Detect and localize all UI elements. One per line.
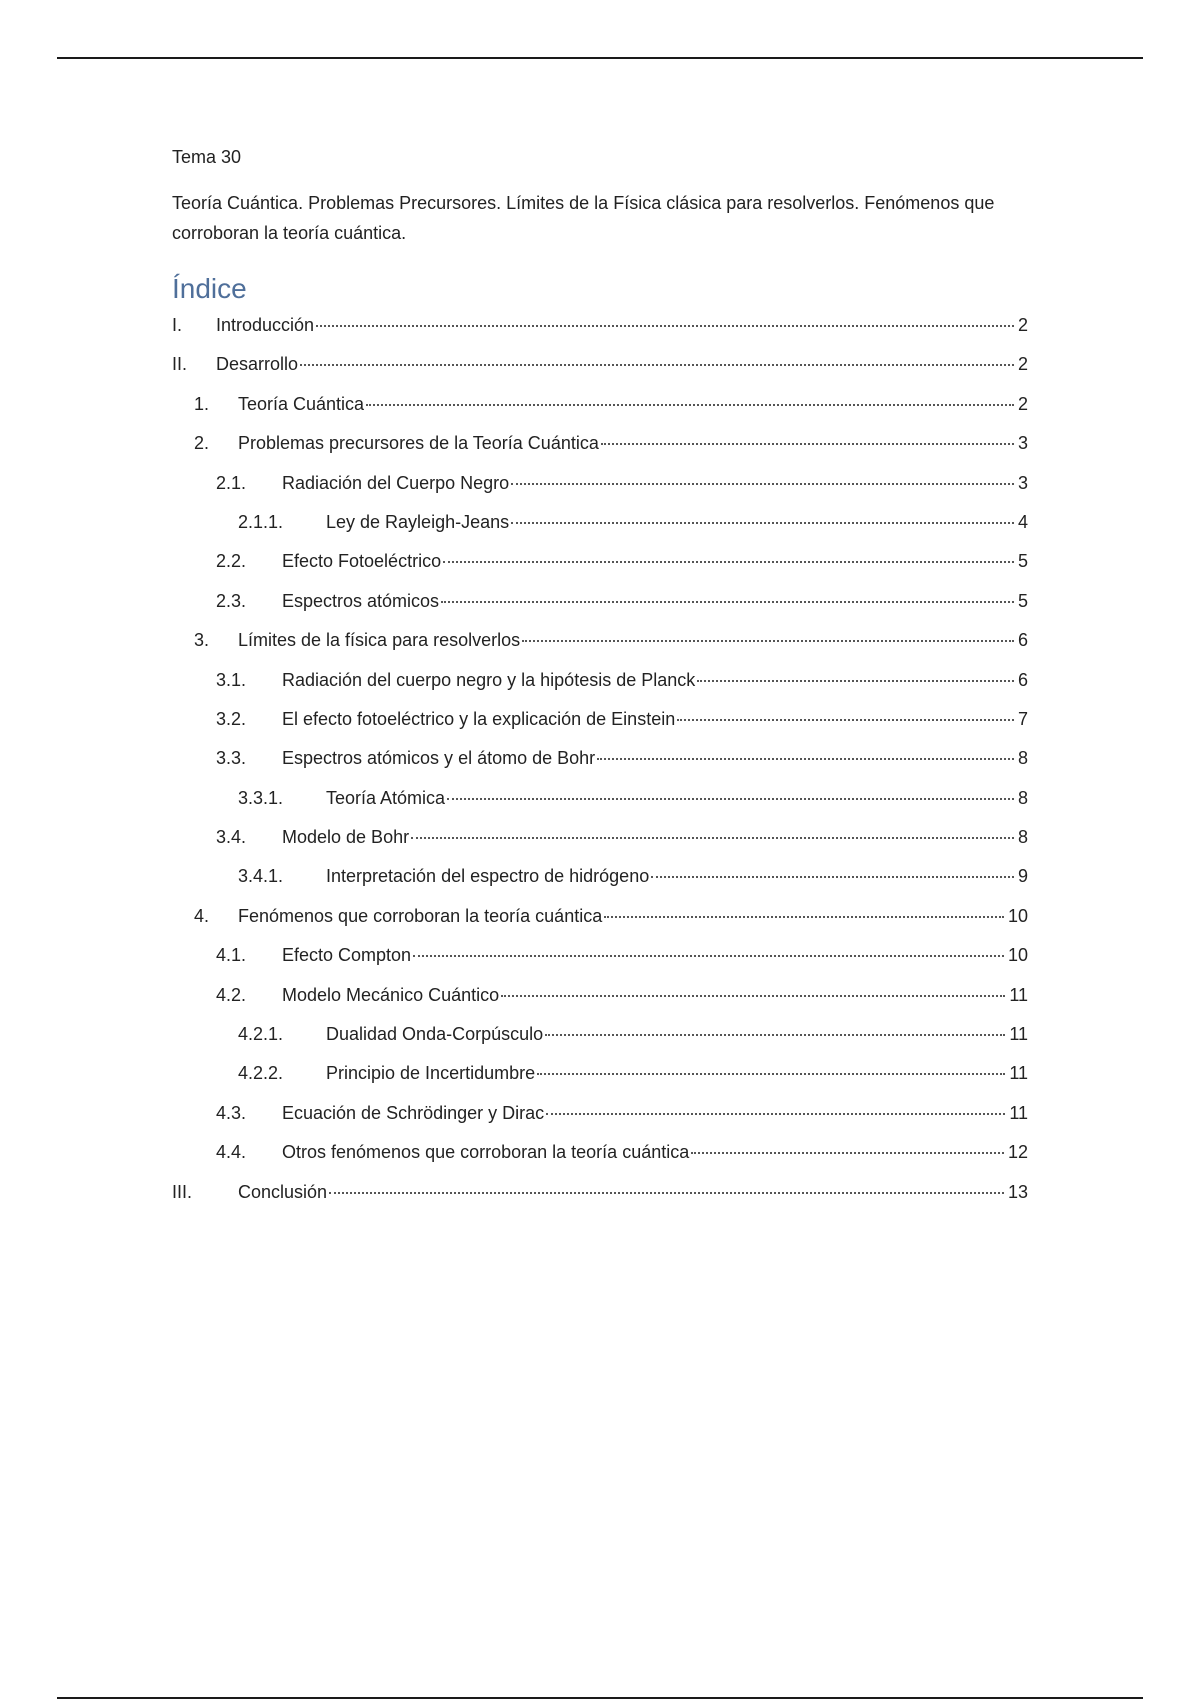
toc-entry-page: 2 xyxy=(1017,315,1028,335)
toc-dot-leader xyxy=(501,995,1005,997)
toc-dot-leader xyxy=(413,955,1004,957)
toc-entry-title: Interpretación del espectro de hidrógeno xyxy=(326,866,650,887)
toc-entry[interactable] xyxy=(172,1101,1028,1140)
toc-dot-leader xyxy=(537,1073,1005,1075)
toc-entry-title: Efecto Compton xyxy=(282,945,412,966)
toc-entry-number: 4.3. xyxy=(216,1102,247,1123)
toc-dot-leader xyxy=(677,719,1014,721)
toc-entry-number: 4.2.2. xyxy=(238,1063,284,1084)
toc-entry-number: I. xyxy=(172,315,183,335)
toc-entry-page: 5 xyxy=(1017,590,1028,611)
document-subtitle: Teoría Cuántica. Problemas Precursores. Límites de la Física clásica para resolverlos. Fenómenos que corroboran la teoría cuántica. xyxy=(172,193,995,243)
toc-entry-number: II. xyxy=(172,354,188,375)
toc-entry-page: 5 xyxy=(1017,551,1028,572)
toc-dot-leader xyxy=(511,522,1014,524)
toc-entry-page: 4 xyxy=(1017,511,1028,532)
toc-entry-page: 6 xyxy=(1017,630,1028,651)
toc-entry-title: Modelo de Bohr xyxy=(282,827,410,848)
toc-dot-leader xyxy=(447,798,1014,800)
toc-entry-title: Teoría Atómica xyxy=(326,787,446,808)
toc-dot-leader xyxy=(604,916,1004,918)
toc-entry-title: Introducción xyxy=(216,315,315,335)
toc-entry[interactable] xyxy=(172,1140,1028,1179)
toc-entry-number: 3.3. xyxy=(216,748,247,769)
toc-entry-number: 3.2. xyxy=(216,708,247,729)
toc-dot-leader xyxy=(522,640,1014,642)
toc-entry-title: Dualidad Onda-Corpúsculo xyxy=(326,1024,544,1045)
toc-dot-leader xyxy=(545,1034,1005,1036)
toc-entry-title: Ley de Rayleigh-Jeans xyxy=(326,511,510,532)
toc-entry-number: 3. xyxy=(194,630,210,651)
toc-entry-title: Espectros atómicos y el átomo de Bohr xyxy=(282,748,596,769)
table-of-contents xyxy=(172,313,1028,1219)
toc-dot-leader xyxy=(443,561,1014,563)
toc-entry-number: 2.3. xyxy=(216,590,247,611)
toc-entry-page: 2 xyxy=(1017,354,1028,375)
toc-entry-title: Modelo Mecánico Cuántico xyxy=(282,984,500,1005)
toc-entry-title: Radiación del cuerpo negro y la hipótesis de Planck xyxy=(282,669,696,690)
toc-entry-number: 4.2.1. xyxy=(238,1024,284,1045)
toc-entry-title: Conclusión xyxy=(238,1181,328,1202)
toc-dot-leader xyxy=(316,325,1014,327)
toc-entry[interactable] xyxy=(172,1180,1028,1219)
toc-entry-page: 7 xyxy=(1017,708,1028,729)
toc-dot-leader xyxy=(300,364,1014,366)
toc-entry-title: El efecto fotoeléctrico y la explicación de Einstein xyxy=(282,708,676,729)
toc-entry[interactable] xyxy=(172,825,1028,864)
toc-entry[interactable] xyxy=(172,431,1028,470)
toc-entry-page: 10 xyxy=(1007,945,1028,966)
toc-entry[interactable] xyxy=(172,943,1028,982)
toc-entry[interactable] xyxy=(172,1061,1028,1100)
toc-entry-page: 11 xyxy=(1009,1063,1028,1084)
toc-entry[interactable] xyxy=(172,510,1028,549)
toc-entry-number: 4.2. xyxy=(216,984,247,1005)
toc-entry[interactable] xyxy=(172,1022,1028,1061)
toc-dot-leader xyxy=(546,1113,1005,1115)
toc-dot-leader xyxy=(651,876,1014,878)
toc-entry-page: 11 xyxy=(1009,1024,1028,1045)
footer-rule xyxy=(57,1697,1143,1699)
toc-entry[interactable] xyxy=(172,589,1028,628)
toc-entry-title: Desarrollo xyxy=(216,354,299,375)
toc-entry-page: 9 xyxy=(1017,866,1028,887)
toc-entry-title: Teoría Cuántica xyxy=(238,393,365,414)
toc-dot-leader xyxy=(511,483,1014,485)
toc-entry-number: III. xyxy=(172,1181,193,1202)
toc-entry-number: 4.1. xyxy=(216,945,247,966)
toc-entry-page: 8 xyxy=(1017,748,1028,769)
toc-entry[interactable] xyxy=(172,904,1028,943)
toc-entry-page: 11 xyxy=(1009,1102,1028,1123)
toc-dot-leader xyxy=(329,1192,1004,1194)
toc-entry[interactable] xyxy=(172,786,1028,825)
toc-entry-number: 3.4.1. xyxy=(238,866,284,887)
toc-dot-leader xyxy=(691,1152,1004,1154)
toc-dot-leader xyxy=(441,601,1014,603)
toc-entry-title: Ecuación de Schrödinger y Dirac xyxy=(282,1102,545,1123)
toc-entry-title: Efecto Fotoeléctrico xyxy=(282,551,442,572)
toc-entry[interactable] xyxy=(172,549,1028,588)
toc-entry-number: 3.1. xyxy=(216,669,247,690)
toc-entry-page: 3 xyxy=(1017,472,1028,493)
toc-entry-number: 4. xyxy=(194,905,210,926)
toc-entry-page: 10 xyxy=(1007,905,1028,926)
toc-entry-title: Espectros atómicos xyxy=(282,590,440,611)
toc-entry-title: Límites de la física para resolverlos xyxy=(238,630,521,651)
toc-entry-number: 2.2. xyxy=(216,551,247,572)
toc-entry[interactable] xyxy=(172,392,1028,431)
toc-entry-number: 4.4. xyxy=(216,1142,247,1163)
toc-entry-page: 8 xyxy=(1017,787,1028,808)
toc-entry[interactable] xyxy=(172,746,1028,785)
toc-entry[interactable] xyxy=(172,864,1028,903)
toc-entry[interactable] xyxy=(172,668,1028,707)
toc-entry-number: 1. xyxy=(194,393,210,414)
toc-entry-title: Principio de Incertidumbre xyxy=(326,1063,536,1084)
toc-entry-page: 11 xyxy=(1009,984,1028,1005)
toc-entry-title: Radiación del Cuerpo Negro xyxy=(282,472,510,493)
toc-entry-title: Problemas precursores de la Teoría Cuántica xyxy=(238,433,599,454)
toc-entry-number: 2. xyxy=(194,433,210,454)
header-rule xyxy=(57,57,1143,59)
toc-entry-number: 3.3.1. xyxy=(238,787,284,808)
toc-heading: Índice xyxy=(172,273,247,304)
toc-dot-leader xyxy=(366,404,1014,406)
toc-entry[interactable] xyxy=(172,471,1028,510)
toc-entry-page: 13 xyxy=(1007,1181,1028,1202)
toc-entry[interactable] xyxy=(172,313,1028,352)
toc-dot-leader xyxy=(597,758,1014,760)
toc-entry-title: Otros fenómenos que corroboran la teoría cuántica xyxy=(282,1142,690,1163)
toc-entry[interactable] xyxy=(172,628,1028,667)
toc-entry-page: 2 xyxy=(1017,393,1028,414)
toc-entry-page: 12 xyxy=(1007,1142,1028,1163)
toc-entry-page: 8 xyxy=(1017,827,1028,848)
toc-entry-number: 2.1. xyxy=(216,472,247,493)
toc-dot-leader xyxy=(601,443,1014,445)
toc-entry[interactable] xyxy=(172,983,1028,1022)
toc-dot-leader xyxy=(697,680,1014,682)
toc-entry-page: 6 xyxy=(1017,669,1028,690)
toc-entry[interactable] xyxy=(172,352,1028,391)
toc-dot-leader xyxy=(411,837,1014,839)
toc-entry-number: 2.1.1. xyxy=(238,511,284,532)
toc-entry[interactable] xyxy=(172,707,1028,746)
toc-entry-page: 3 xyxy=(1017,433,1028,454)
toc-entry-number: 3.4. xyxy=(216,827,247,848)
topic-number: Tema 30 xyxy=(172,147,242,167)
toc-entry-title: Fenómenos que corroboran la teoría cuántica xyxy=(238,905,603,926)
